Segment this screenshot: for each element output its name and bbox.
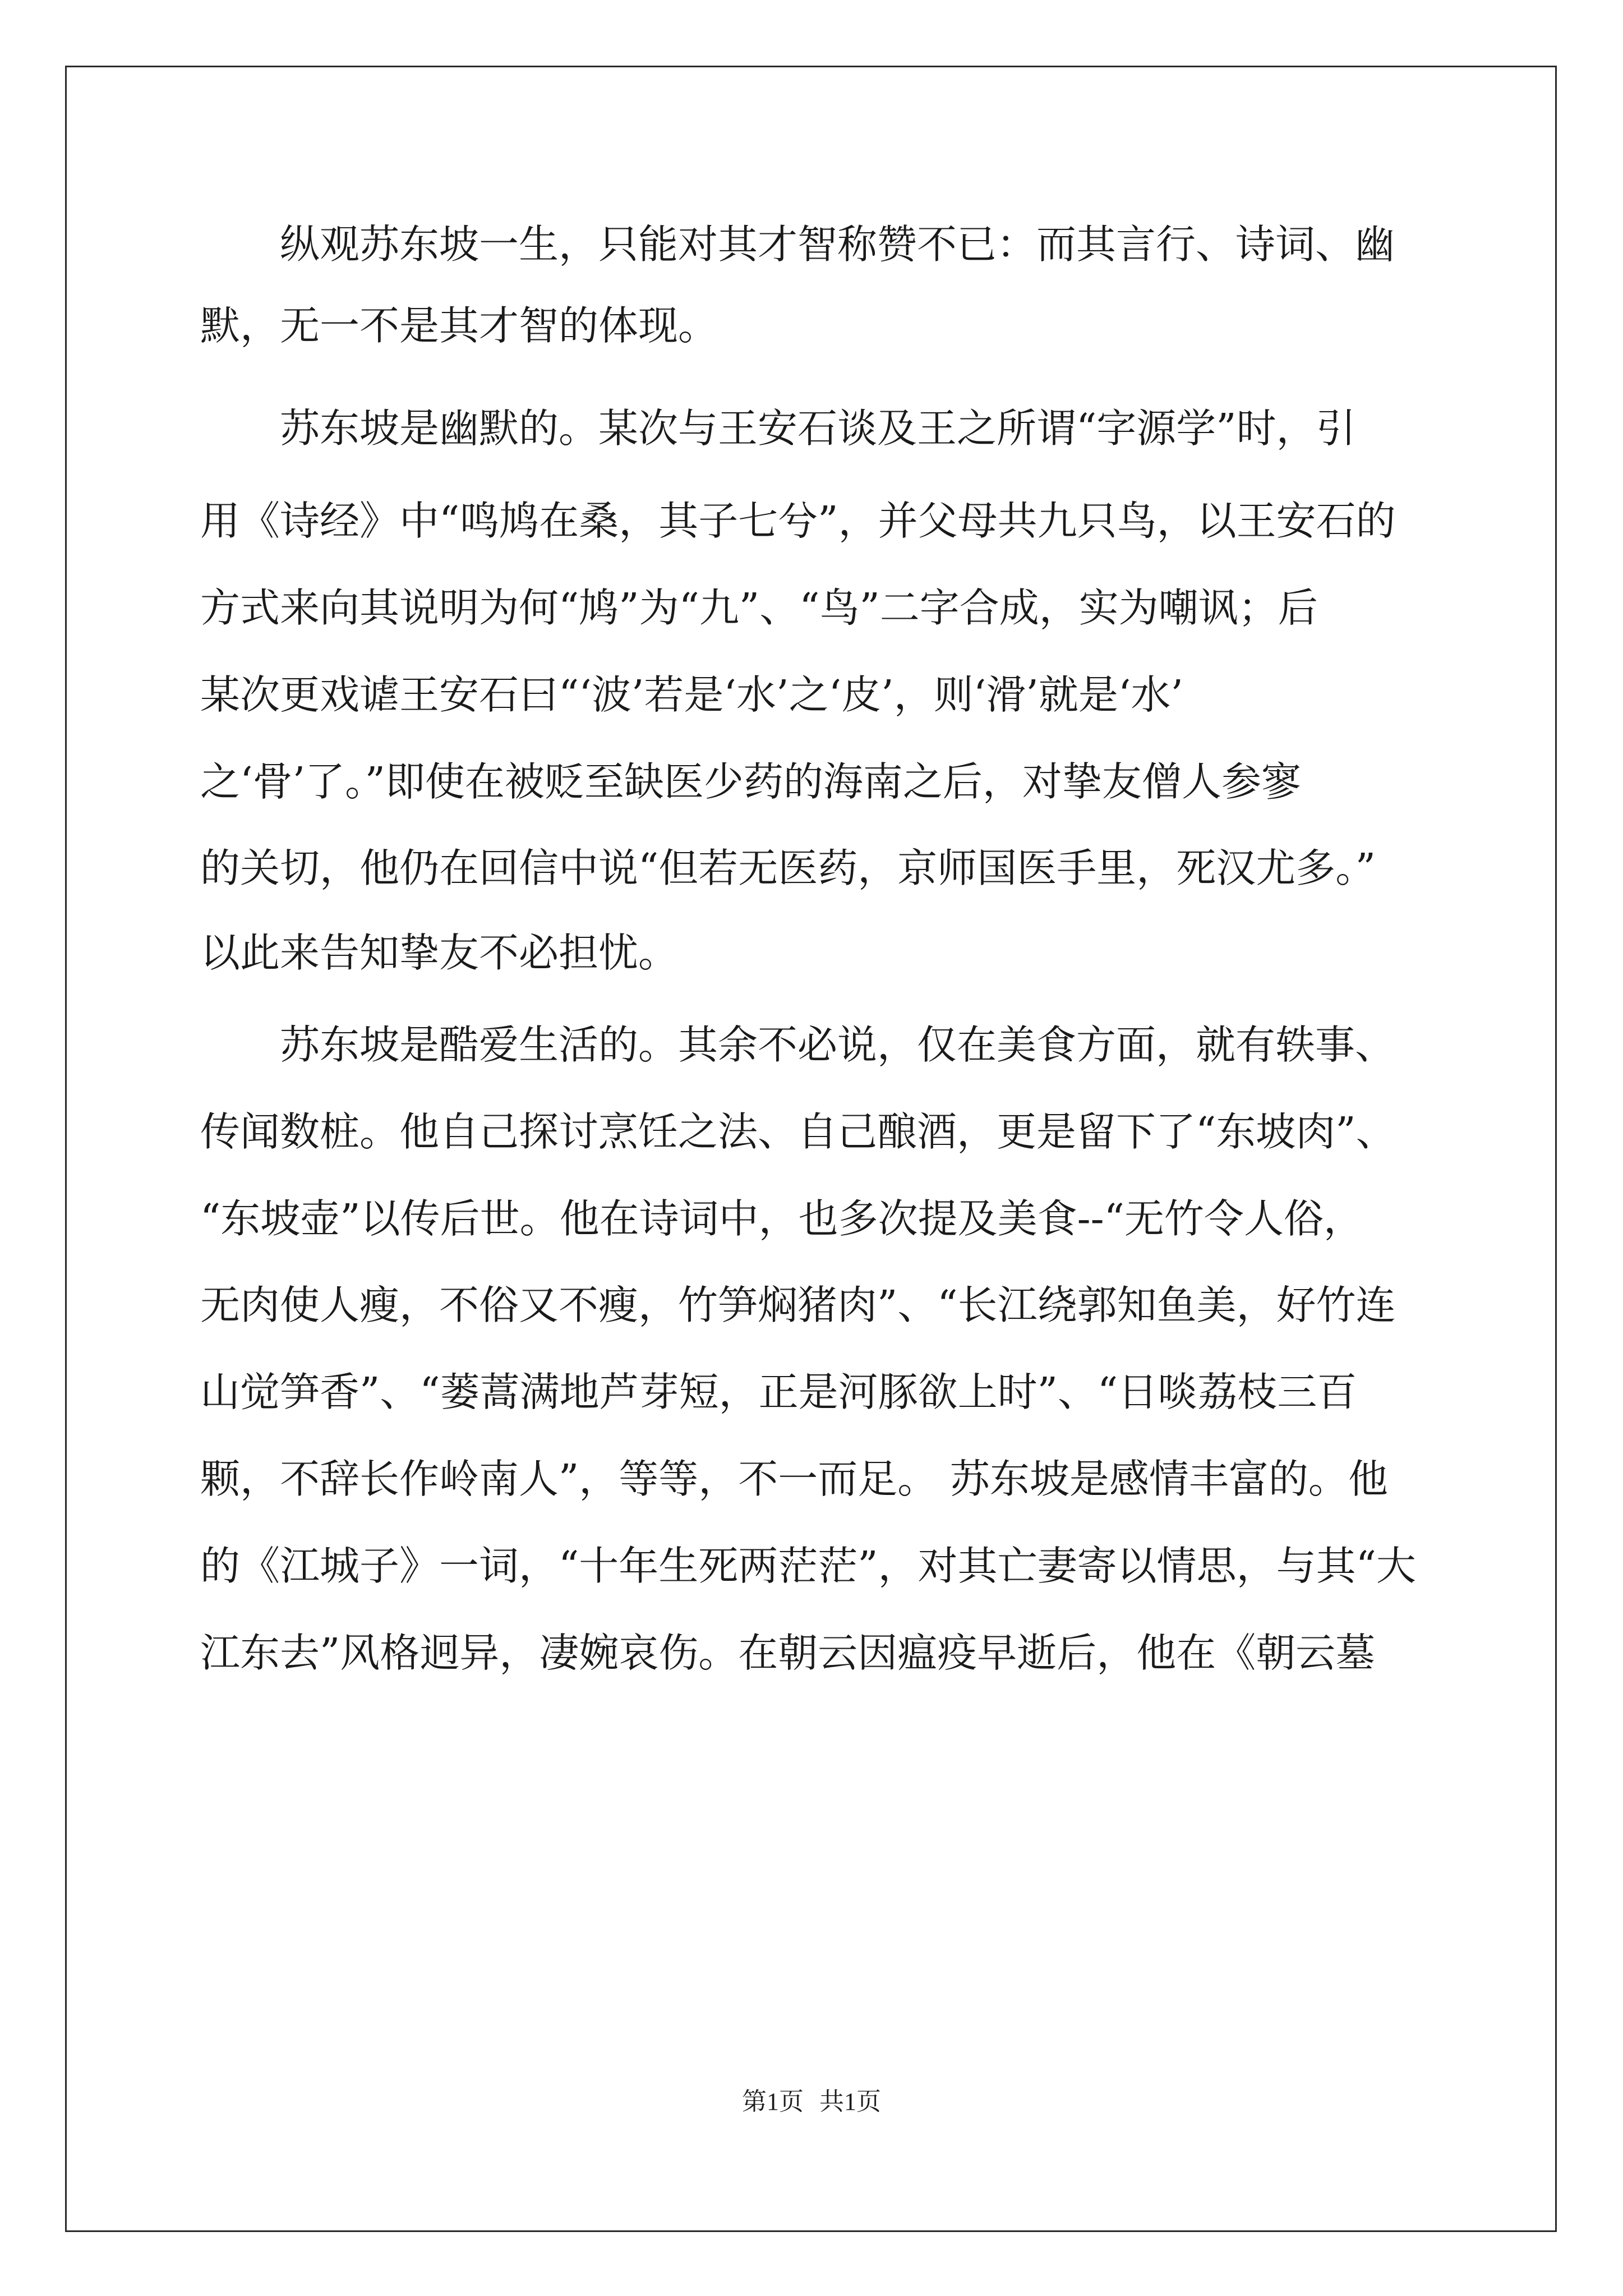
text-line: “东坡壶”以传后世。他在诗词中，也多次提及美食--“无竹令人俗， (200, 1195, 1363, 1242)
text-line: 江东去”风格迥异，凄婉哀伤。在朝云因瘟疫早逝后，他在《朝云墓 (200, 1630, 1376, 1676)
text-line: 之‘骨’了。”即使在被贬至缺医少药的海南之后，对挚友僧人参寥 (200, 758, 1301, 805)
text-line: 用《诗经》中“鸣鸠在桑，其子七兮”，并父母共九只鸟，以王安石的 (200, 498, 1396, 544)
text-line: 苏东坡是幽默的。某次与王安石谈及王之所谓“字源学”时，引 (200, 405, 1356, 452)
text-line: 方式来向其说明为何“鸠”为“九”、“鸟”二字合成，实为嘲讽；后 (200, 585, 1318, 631)
text-line: 默，无一不是其才智的体现。 (200, 302, 718, 349)
text-line: 无肉使人瘦，不俗又不瘦，竹笋焖猪肉”、“长江绕郭知鱼美，好竹连 (200, 1282, 1396, 1328)
text-line: 的关切，他仍在回信中说“但若无医药，京师国医手里，死汉尤多。” (200, 845, 1376, 891)
text-line: 颗，不辞长作岭南人”，等等，不一而足。 苏东坡是感情丰富的。他 (200, 1456, 1388, 1502)
text-line: 的《江城子》一词，“十年生死两茫茫”，对其亡妻寄以情思，与其“大 (200, 1543, 1416, 1589)
text-line: 苏东坡是酷爱生活的。其余不必说，仅在美食方面，就有轶事、 (200, 1022, 1395, 1068)
page-number: 第1页 (742, 2088, 804, 2115)
text-line: 某次更戏谑王安石曰“‘波’若是‘水’之‘皮’，则‘滑’就是‘水’ (200, 671, 1183, 718)
text-line: 以此来告知挚友不必担忧。 (200, 930, 679, 976)
text-line: 山觉笋香”、“蒌蒿满地芦芽短，正是河豚欲上时”、“日啖荔枝三百 (200, 1369, 1357, 1415)
page-footer (0, 2081, 1623, 2117)
page-count: 共1页 (819, 2088, 881, 2115)
text-line: 纵观苏东坡一生，只能对其才智称赞不已：而其言行、诗词、幽 (200, 221, 1395, 268)
text-line: 传闻数桩。他自己探讨烹饪之法、自己酿酒，更是留下了“东坡肉”、 (200, 1108, 1396, 1155)
